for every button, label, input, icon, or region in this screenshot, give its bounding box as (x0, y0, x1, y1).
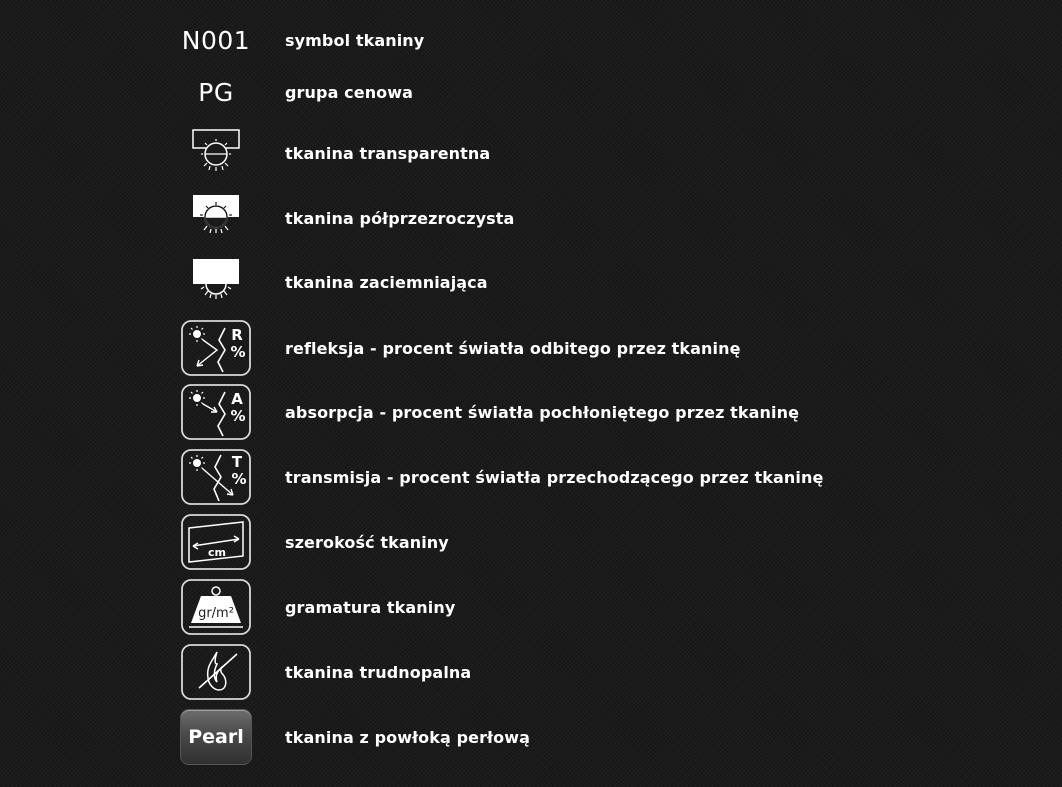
fabric-code-text: N001 (181, 25, 251, 55)
width-unit: cm (208, 546, 226, 559)
legend-row-fabric-width (0, 512, 1062, 572)
legend-label: grupa cenowa (285, 82, 414, 102)
percent-sign: % (230, 407, 246, 425)
fabric-code-cell (180, 10, 252, 70)
blackout-fabric-icon (180, 252, 252, 312)
fabric-weight-icon (180, 577, 252, 637)
legend-label: tkanina trudnopalna (285, 662, 472, 682)
legend-row-blackout (0, 252, 1062, 312)
legend-row-transmission (0, 447, 1062, 507)
weight-unit: gr/m² (198, 606, 234, 621)
flame-retardant-icon (180, 642, 252, 702)
pearl-badge: Pearl (181, 710, 251, 764)
pearl-coating-icon (180, 707, 252, 767)
fabric-width-icon (180, 512, 252, 572)
legend-label: szerokość tkaniny (285, 532, 449, 552)
legend-label: tkanina zaciemniająca (285, 272, 488, 292)
reflection-letter: R (231, 326, 243, 344)
percent-sign: % (231, 470, 247, 488)
legend-label: tkanina transparentna (285, 143, 491, 163)
price-group-text: PG (198, 77, 234, 107)
price-group-cell (180, 62, 252, 122)
transparent-fabric-icon (180, 123, 252, 183)
legend-label: refleksja - procent światła odbitego przez tkaninę (285, 338, 741, 358)
transmission-icon (180, 447, 252, 507)
semi-transparent-fabric-icon (180, 188, 252, 248)
transmission-letter: T (231, 453, 243, 471)
legend-row-price-group (0, 62, 1062, 122)
legend-label: transmisja - procent światła przechodzącego przez tkaninę (285, 467, 824, 487)
legend-row-reflection (0, 318, 1062, 378)
legend-row-fabric-symbol (0, 10, 1062, 70)
legend-label: symbol tkaniny (285, 30, 425, 50)
legend-label: absorpcja - procent światła pochłoniętego przez tkaninę (285, 402, 800, 422)
reflection-icon (180, 318, 252, 378)
legend-row-semi-transparent (0, 188, 1062, 248)
legend-row-pearl-coating (0, 707, 1062, 767)
legend-row-flame-retardant (0, 642, 1062, 702)
percent-sign: % (230, 343, 246, 361)
legend-label: tkanina z powłoką perłową (285, 727, 530, 747)
legend-label: tkanina półprzezroczysta (285, 208, 515, 228)
absorption-icon (180, 382, 252, 442)
legend-label: gramatura tkaniny (285, 597, 456, 617)
absorption-letter: A (231, 390, 243, 408)
legend-row-fabric-weight (0, 577, 1062, 637)
legend-row-transparent (0, 123, 1062, 183)
legend-row-absorption (0, 382, 1062, 442)
